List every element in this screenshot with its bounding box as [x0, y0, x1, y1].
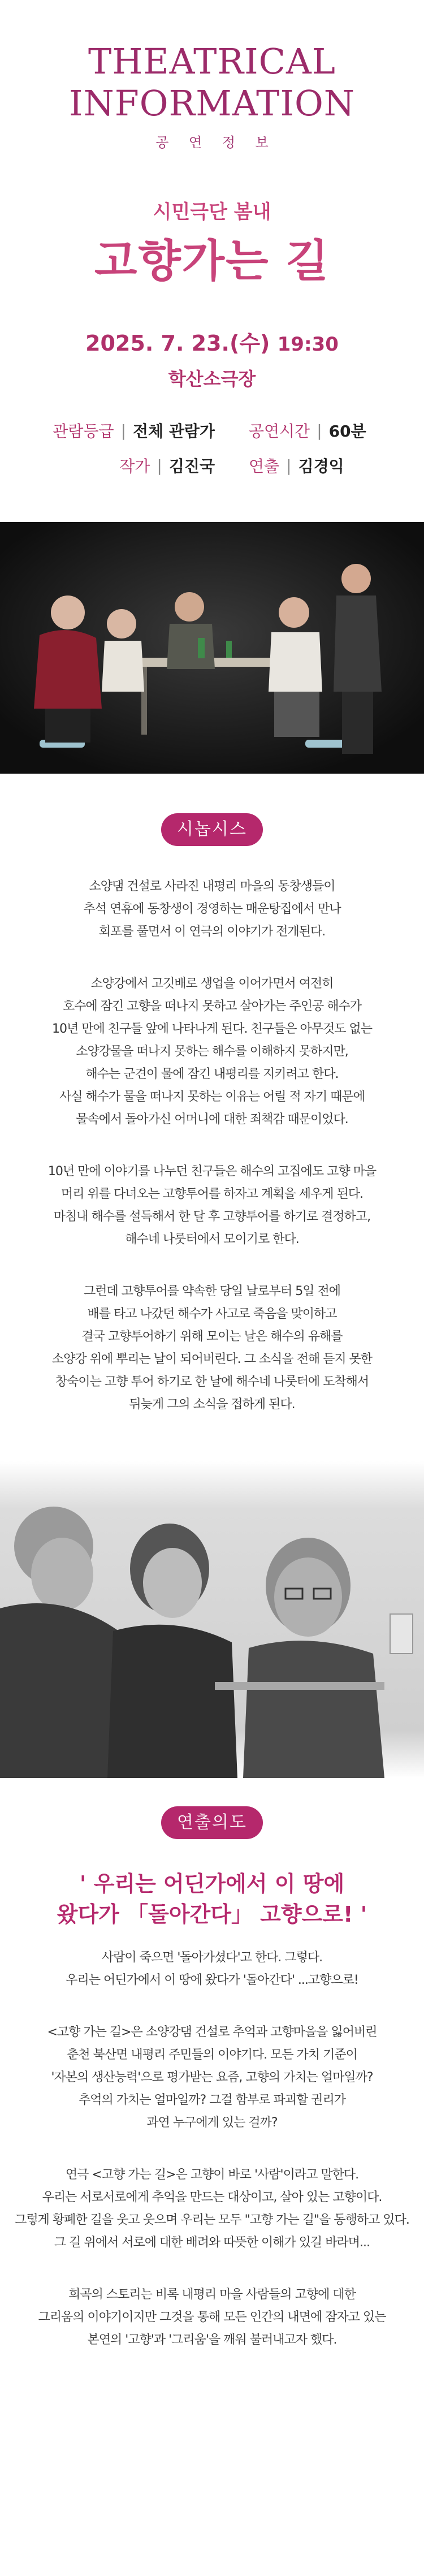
stage-photo-closeup [0, 1461, 424, 1778]
synopsis-line: 그런데 고향투어를 약속한 당일 날로부터 5일 전에 [84, 1284, 340, 1298]
credit-runtime-value: 60분 [328, 422, 366, 441]
direction-line: 그리움의 이야기이지만 그것을 통해 모든 인간의 내면에 잠자고 있는 [38, 2310, 386, 2324]
direction-section [0, 1778, 424, 2419]
direction-paragraph [0, 2021, 424, 2134]
direction-line: '자본의 생산능력'으로 평가받는 요즘, 고향의 가치는 얼마일까? [51, 2070, 373, 2085]
synopsis-line: 사실 해수가 물을 떠나지 못하는 이유는 어릴 적 자기 때문에 [59, 1090, 365, 1104]
credit-writer-value: 김진국 [168, 457, 215, 476]
performance-info-header [0, 0, 424, 477]
synopsis-line: 물속에서 돌아가신 어머니에 대한 죄책감 때문이었다. [76, 1112, 348, 1127]
synopsis-paragraph [0, 875, 424, 943]
direction-line: 춘천 북산면 내평리 주민들의 이야기다. 모든 가치 기준이 [67, 2048, 357, 2062]
synopsis-line: 소양강물을 떠나지 못하는 해수를 이해하지 못하지만, [76, 1045, 348, 1059]
credit-writer [28, 454, 249, 477]
synopsis-line: 소양강 위에 뿌리는 날이 되어버린다. 그 소식을 전해 듣지 못한 [51, 1352, 373, 1366]
direction-line: 그렇게 황폐한 길을 웃고 웃으며 우리는 모두 "고향 가는 길"을 동행하고 있다. [15, 2213, 409, 2227]
synopsis-paragraph [0, 1280, 424, 1416]
direction-quote-line: 왔다가 「돌아간다」 고향으로! ' [57, 1902, 367, 1927]
credit-rating-label: 관람등급 [53, 422, 114, 441]
credit-director-label: 연출 [249, 457, 280, 476]
direction-quote-line: ' 우리는 어딘가에서 이 땅에 [79, 1871, 345, 1896]
show-time: 19:30 [277, 333, 339, 356]
direction-line: 과연 누구에게 있는 걸까? [146, 2116, 278, 2130]
direction-line: 우리는 서로서로에게 추억을 만드는 대상이고, 살아 있는 고향이다. [42, 2190, 382, 2204]
show-date [0, 326, 424, 357]
direction-line: 그 길 위에서 서로에 대한 배려와 따뜻한 이해가 있길 바라며... [54, 2236, 370, 2250]
credit-runtime [249, 419, 424, 442]
direction-line: 우리는 어딘가에서 이 땅에 왔다가 '돌아간다' ...고향으로! [66, 1973, 358, 1987]
title-ko: 공 연 정 보 [155, 135, 276, 150]
credit-separator: | [157, 456, 162, 475]
synopsis-line: 해수네 나룻터에서 모이기로 한다. [125, 1232, 299, 1246]
credit-rating-value: 전체 관람가 [133, 422, 215, 441]
synopsis-line: 10년 만에 친구들 앞에 나타나게 된다. 친구들은 아무것도 없는 [52, 1022, 372, 1036]
synopsis-line: 10년 만에 이야기를 나누던 친구들은 해수의 고집에도 고향 마을 [47, 1164, 377, 1179]
credit-runtime-label: 공연시간 [249, 422, 310, 441]
synopsis-line: 머리 위를 다녀오는 고향투어를 하자고 계획을 세우게 된다. [61, 1187, 363, 1201]
show-venue: 학산소극장 [168, 368, 256, 390]
stage-photo-group [0, 522, 424, 774]
play-title: 고향가는 길 [94, 236, 330, 287]
direction-line: 희곡의 스토리는 비록 내평리 마을 사람들의 고향에 대한 [68, 2288, 356, 2302]
synopsis-line: 창숙이는 고향 투어 하기로 한 날에 해수네 나룻터에 도착해서 [55, 1375, 369, 1389]
credit-separator: | [286, 456, 292, 475]
credit-writer-label: 작가 [119, 457, 150, 476]
stage-photo-group-image [0, 522, 424, 774]
synopsis-line: 추석 연휴에 동창생이 경영하는 매운탕집에서 만나 [83, 902, 341, 916]
credit-rating [28, 419, 249, 442]
credit-separator: | [120, 421, 126, 440]
synopsis-paragraph [0, 973, 424, 1131]
synopsis-line: 마침내 해수를 설득해서 한 달 후 고향투어를 하기로 결정하고, [53, 1210, 371, 1224]
synopsis-paragraph [0, 1160, 424, 1251]
direction-paragraph [0, 2284, 424, 2351]
title-en-line1: THEATRICAL [88, 41, 336, 82]
credit-separator: | [317, 421, 322, 440]
title-en-line2: INFORMATION [68, 83, 356, 124]
stage-photo-closeup-image [0, 1461, 424, 1778]
direction-paragraph [0, 1947, 424, 1992]
synopsis-line: 결국 고향투어하기 위해 모이는 날은 해수의 유해를 [81, 1330, 343, 1344]
direction-line: 추억의 가치는 얼마일까? 그걸 함부로 파괴할 권리가 [79, 2093, 345, 2107]
direction-line: 연극 <고향 가는 길>은 고향이 바로 '사람'이라고 말한다. [65, 2168, 359, 2182]
credit-director-value: 김경익 [298, 457, 344, 476]
synopsis-line: 소양댐 건설로 사라진 내평리 마을의 동창생들이 [89, 879, 335, 894]
synopsis-line: 소양강에서 고깃배로 생업을 이어가면서 여전히 [90, 977, 334, 991]
synopsis-line: 배를 타고 나갔던 해수가 사고로 죽음을 맞이하고 [87, 1307, 337, 1321]
direction-quote [0, 1869, 424, 1930]
direction-paragraph [0, 2164, 424, 2254]
synopsis-section [0, 774, 424, 1461]
credits-grid [28, 419, 424, 477]
synopsis-line: 뒤늦게 그의 소식을 접하게 된다. [129, 1397, 295, 1412]
credit-director [249, 454, 424, 477]
direction-heading: 연출의도 [161, 1806, 263, 1839]
direction-line: 사람이 죽으면 '돌아가셨다'고 한다. 그렇다. [101, 1951, 323, 1965]
direction-line: 본연의 '고향'과 '그리움'을 깨워 불러내고자 했다. [87, 2333, 337, 2347]
show-date-value: 2025. 7. 23.(수) [85, 331, 270, 356]
synopsis-heading: 시놉시스 [161, 813, 263, 846]
synopsis-line: 호수에 잠긴 고향을 떠나지 못하고 살아가는 주인공 해수가 [62, 999, 361, 1013]
troupe-name: 시민극단 봄내 [153, 201, 271, 223]
direction-line: <고향 가는 길>은 소양강댐 건설로 추억과 고향마을을 잃어버린 [47, 2025, 377, 2039]
synopsis-line: 회포를 풀면서 이 연극의 이야기가 전개된다. [98, 925, 326, 939]
title-en [0, 41, 424, 124]
synopsis-line: 해수는 군견이 물에 잠긴 내평리를 지키려고 한다. [85, 1067, 339, 1081]
